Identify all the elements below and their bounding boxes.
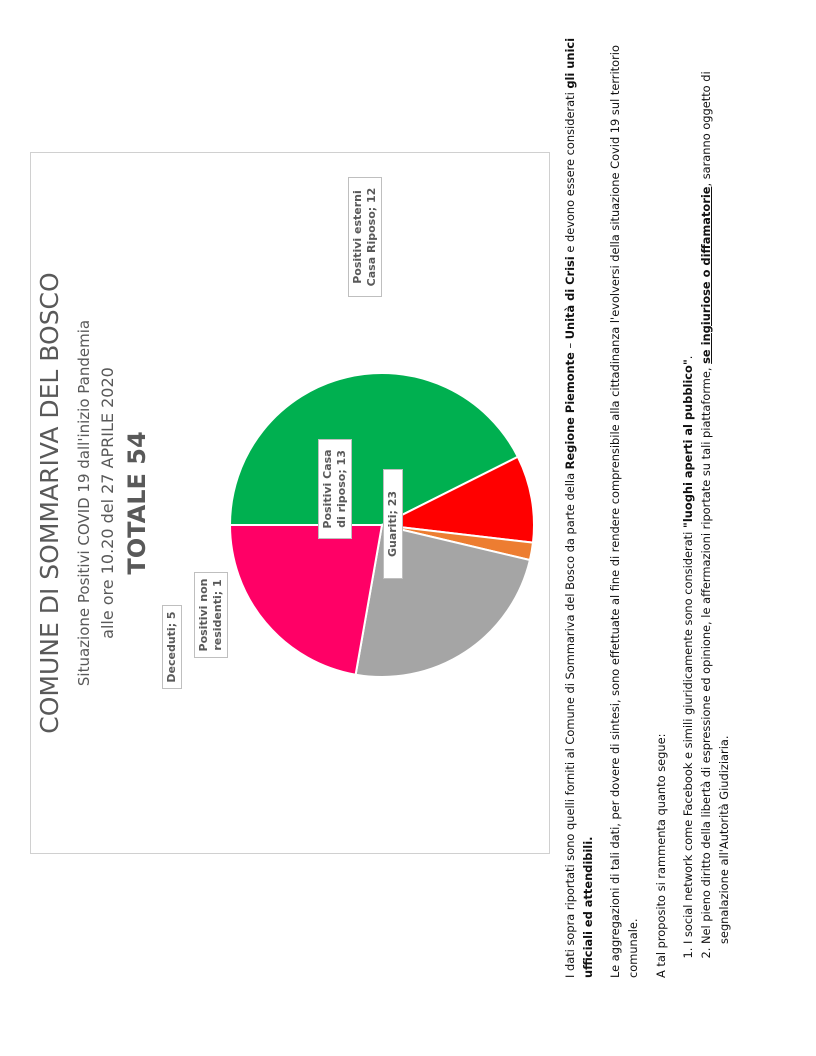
chart-panel [30,152,550,854]
slice-label-casa-riposo: Positivi Casa di riposo; 13 [318,439,352,539]
list-item: 1. I social network come Facebook e simili giuridicamente sono considerati "luoghi aperti al pubblico". [680,28,698,944]
paragraph-1: I dati sopra riportati sono quelli forniti al Comune di Sommariva del Bosco da parte della Regione Piemonte – Unità di Crisi e devono essere considerati gli unici ufficiali ed attendibili. [563,37,595,978]
list-item: 2. Nel pieno diritto della libertà di espressione ed opinione, le affermazioni riportate su tali piattaforme, se ingiuriose o diffamatorie, saranno oggetto di segnalazione all'Autorità Giudiziaria. [698,28,733,944]
chart-subtitle-1: Situazione Positivi COVID 19 dall'inizio Pandemia [75,319,93,687]
slice-label-non-residenti: Positivi non residenti; 1 [194,572,228,658]
chart-total: TOTALE 54 [123,431,151,575]
paragraph-3: A tal proposito si rammenta quanto segue: [653,733,668,978]
chart-title: COMUNE DI SOMMARIVA DEL BOSCO [35,272,64,734]
notes-list [680,28,733,978]
notes-text [562,28,733,978]
paragraph-2: Le aggregazioni di tali dati, per dovere di sintesi, sono effettuate al fine di rendere comprensibile alla cittadinanza l'evolversi della situazione Covid 19 sul territorio comunale. [608,45,641,978]
pie-slice-positivi-esterni-casa-riposo [230,525,382,675]
chart-subtitle-2: alle ore 10.20 del 27 APRILE 2020 [98,367,117,639]
slice-label-esterni-casa-riposo: Positivi esterni Casa Riposo; 12 [348,177,382,297]
slice-label-guariti: Guariti; 23 [383,469,403,579]
slice-label-deceduti: Deceduti; 5 [162,605,182,689]
pie-chart [31,153,549,853]
